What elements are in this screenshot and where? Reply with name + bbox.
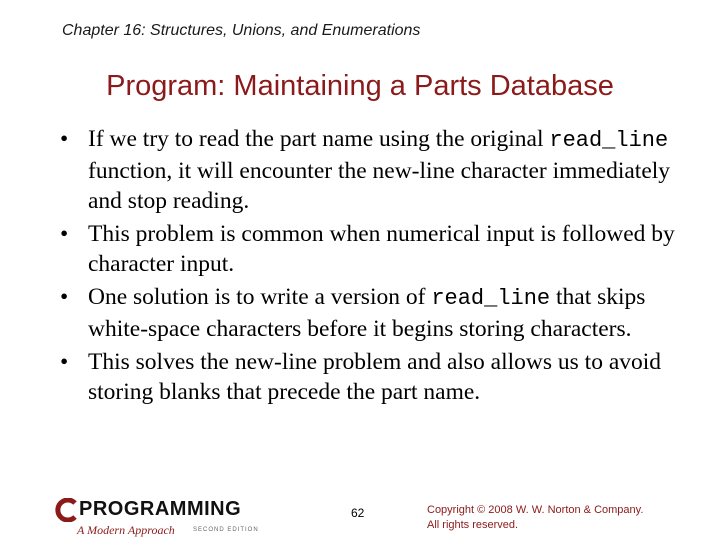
copyright-line: Copyright © 2008 W. W. Norton & Company.: [427, 504, 644, 516]
code-snippet: read_line: [431, 286, 551, 311]
bullet-icon: •: [60, 349, 69, 375]
bullet-icon: •: [60, 284, 69, 310]
logo-edition: SECOND EDITION: [193, 527, 259, 533]
bullet-text: that skips white-space characters before it begins storing characters.: [88, 284, 646, 342]
book-logo: [55, 498, 275, 540]
bullet-list: [58, 124, 688, 410]
chapter-header: Chapter 16: Structures, Unions, and Enumerations: [62, 22, 421, 39]
logo-wordmark: PROGRAMMING: [79, 498, 242, 520]
slide-title: Program: Maintaining a Parts Database: [106, 70, 614, 102]
bullet-text: One solution is to write a version of: [88, 284, 432, 310]
logo-subtitle: A Modern Approach: [77, 523, 175, 537]
code-snippet: read_line: [549, 128, 669, 153]
bullet-text: This solves the new-line problem and also allows us to avoid storing blanks that precede the part name.: [88, 349, 662, 405]
copyright-line: All rights reserved.: [427, 519, 519, 531]
c-logo-icon: [55, 498, 79, 522]
bullet-item: [58, 124, 688, 216]
bullet-text: If we try to read the part name using the original: [88, 126, 550, 152]
bullet-item: [58, 347, 688, 407]
bullet-text: This problem is common when numerical input is followed by character input.: [88, 221, 675, 277]
bullet-text: function, it will encounter the new-line character immediately and stop reading.: [88, 158, 671, 214]
bullet-icon: •: [60, 221, 69, 247]
bullet-icon: •: [60, 126, 69, 152]
copyright-notice: [427, 503, 643, 533]
page-number: 62: [351, 506, 365, 520]
bullet-item: [58, 219, 688, 279]
bullet-item: [58, 282, 688, 344]
